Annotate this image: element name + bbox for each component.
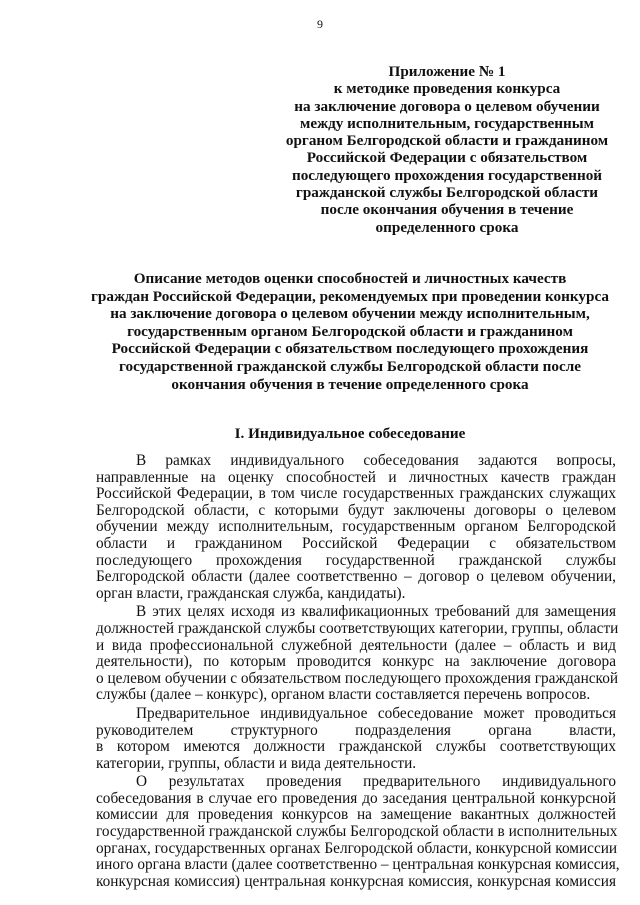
body-line: конкурсная комиссия) центральная конкурсная комиссия, конкурсная комиссия [96,872,616,890]
title-line: на заключение договора о целевом обучении между исполнительным, [110,305,590,323]
body-line: направленные на оценку способностей и личностных качеств граждан [96,468,616,486]
body-line: Белгородской области (далее соответственно – договор о целевом обучении, [96,568,616,586]
body-line: Предварительное индивидуальное собеседование может проводиться [136,704,616,722]
body-line: орган власти, гражданская служба, кандидаты). [96,584,406,602]
section-heading: I. Индивидуальное собеседование [234,425,466,442]
body-line: О результатах проведения предварительного индивидуального [136,773,616,791]
title-line: Российской Федерации с обязательством последующего прохождения [111,340,589,358]
body-line: последующего прохождения государственной гражданской службы [96,551,616,569]
body-line: о целевом обучении с обязательством последующего прохождения гражданской [96,669,619,687]
appendix-line: определенного срока [375,218,519,236]
body-line: деятельности), по которым проводится конкурс на заключение договора [96,653,616,671]
paragraph [96,603,619,704]
body-line: собеседования в случае его проведения до заседания центральной конкурсной [96,789,616,807]
body-line: области и гражданином Российской Федерации с обязательством [96,534,616,552]
title-line: государственным органом Белгородской области и гражданином [127,322,573,340]
appendix-line: после окончания обучения в течение [320,201,574,219]
appendix-line: гражданской службы Белгородской области [295,184,599,202]
body-line: в котором имеются должности гражданской службы соответствующих [96,738,616,756]
paragraph [96,453,616,602]
body-line: Российской Федерации, в том числе государственных гражданских служащих [96,485,616,503]
body-line: комиссии для проведения конкурсов на замещение вакантных должностей [96,806,616,824]
document-body [96,452,620,892]
title-line: государственной гражданской службы Белгородской области после [118,357,582,375]
page-number: 9 [317,17,323,31]
body-line: службы (далее – конкурс), органом власти составляется перечень вопросов. [96,686,591,704]
title-line: окончания обучения в течение определенного срока [171,375,529,393]
document-title [80,270,620,393]
body-line: органах, государственных органах Белгородской области, конкурсной комиссии [96,839,618,857]
appendix-line: на заключение договора о целевом обучении [294,97,600,115]
paragraph [96,773,620,890]
title-line: граждан Российской Федерации, рекомендуемых при проведении конкурса [91,287,609,305]
body-line: категории, группы, области и вида деятельности. [96,754,417,772]
appendix-line: к методике проведения конкурса [333,80,561,98]
appendix-line: Приложение № 1 [388,63,506,80]
body-line: иного органа власти (далее соответственно – центральная конкурсная комиссия, [96,856,620,874]
appendix-line: между исполнительным, государственным [300,114,594,132]
body-line: должностей гражданской службы соответствующих категории, группы, области [96,619,619,637]
body-line: В рамках индивидуального собеседования задаются вопросы, [136,452,616,469]
body-line: обучении между исполнительным, государственным органом Белгородской [96,518,616,536]
appendix-line: последующего прохождения государственной [291,166,603,184]
appendix-line: Российской Федерации с обязательством [306,149,588,167]
body-line: Белгородской области, с которыми будут заключены договоры о целевом [96,501,616,519]
body-line: и вида профессиональной служебной деятельности (далее – область и вид [96,636,616,654]
body-line: государственной гражданской службы Белгородской области в исполнительных [96,823,618,841]
body-line: руководителем структурного подразделения органа власти, [96,721,616,739]
paragraph [96,706,616,772]
title-line: Описание методов оценки способностей и личностных качеств [133,270,567,287]
body-line: В этих целях исходя из квалификационных требований для замещения [136,603,616,621]
appendix-line: органом Белгородской области и гражданином [285,132,609,150]
appendix-heading [282,63,612,236]
